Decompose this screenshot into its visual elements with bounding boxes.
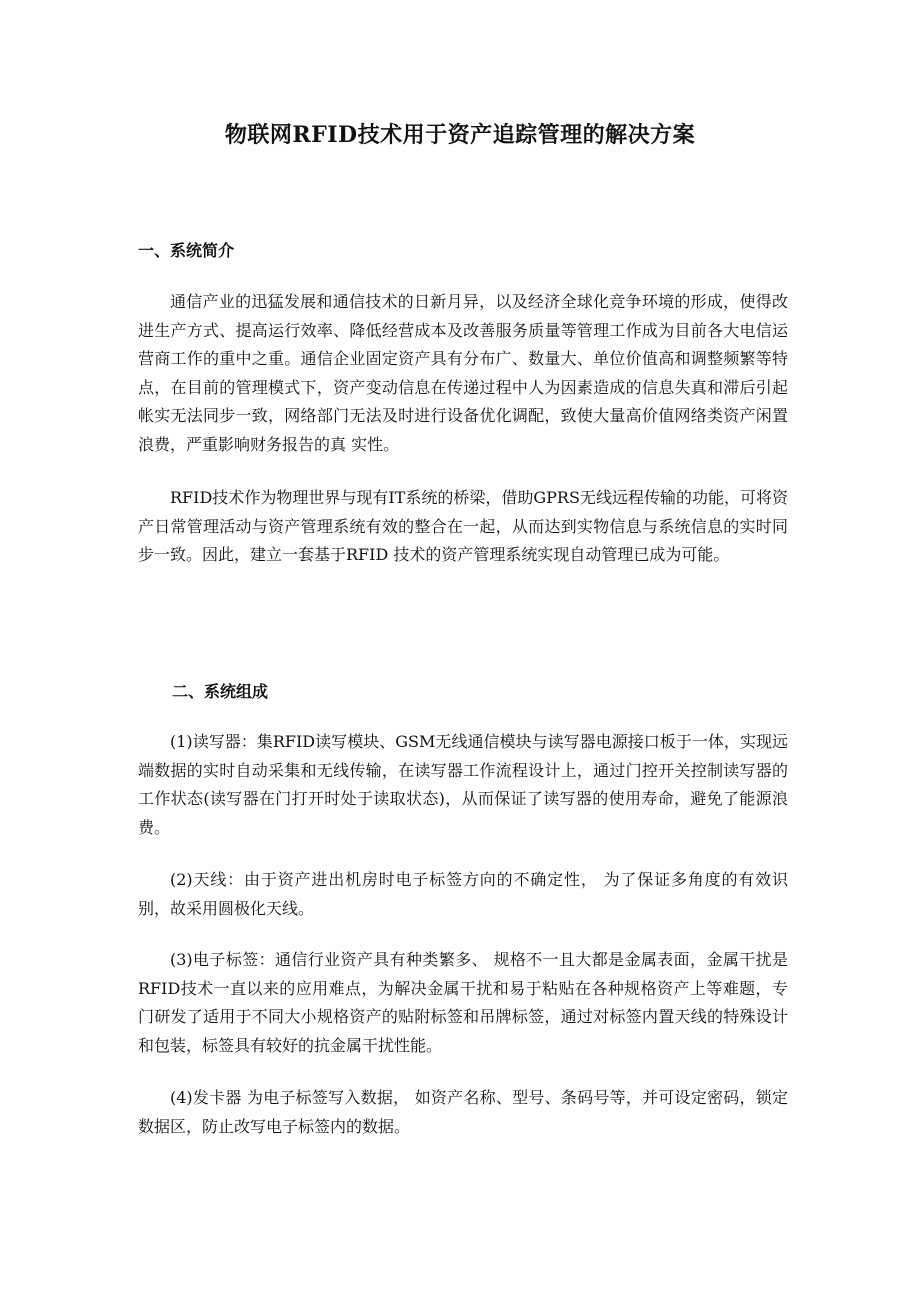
section-heading-intro: 一、系统简介 <box>138 241 235 260</box>
paragraph-intro-1: 通信产业的迅猛发展和通信技术的日新月异，以及经济全球化竞争环境的形成，使得改进生产方式、提高运行效率、降低经营成本及改善服务质量等管理工作成为目前各大电信运营商工作的重中之重。通信企业固定资产具有分布广、数量大、单位价值高和调整频繁等特点，在目前的管理模式下，资产变动信息在传递过程中人为因素造成的信息失真和滞后引起帐实无法同步一致，网络部门无法及时进行设备优化调配，致使大量高价值网络类资产闲置浪费，严重影响财务报告的真 实性。 <box>138 292 788 454</box>
paragraph-intro-2: RFID技术作为物理世界与现有IT系统的桥梁，借助GPRS无线远程传输的功能，可将资产日常管理活动与资产管理系统有效的整合在一起，从而达到实物信息与系统信息的实时同步一致。因此，建立一套基于RFID 技术的资产管理系统实现自动管理已成为可能。 <box>138 488 788 565</box>
section-heading-components: 二、系统组成 <box>172 682 269 701</box>
document-title: 物联网RFID技术用于资产追踪管理的解决方案 <box>224 122 696 148</box>
paragraph-card-issuer: (4)发卡器 为电子标签写入数据， 如资产名称、型号、条码号等，并可设定密码，锁定数据区，防止改写电子标签内的数据。 <box>138 1088 788 1136</box>
paragraph-tag: (3)电子标签：通信行业资产具有种类繁多、 规格不一且大都是金属表面，金属干扰是RFID技术一直以来的应用难点，为解决金属干扰和易于粘贴在各种规格资产上等难题，专门研发了适用于不同大小规格资产的贴附标签和吊牌标签，通过对标签内置天线的特殊设计和包装，标签具有较好的抗金属干扰性能。 <box>138 950 788 1055</box>
paragraph-antenna: (2)天线：由于资产进出机房时电子标签方向的不确定性， 为了保证多角度的有效识别，故采用圆极化天线。 <box>138 870 788 918</box>
paragraph-reader: (1)读写器：集RFID读写模块、GSM无线通信模块与读写器电源接口板于一体，实现远端数据的实时自动采集和无线传输，在读写器工作流程设计上，通过门控开关控制读写器的工作状态(读写器在门打开时处于读取状态)，从而保证了读写器的使用寿命，避免了能源浪费。 <box>138 732 788 837</box>
